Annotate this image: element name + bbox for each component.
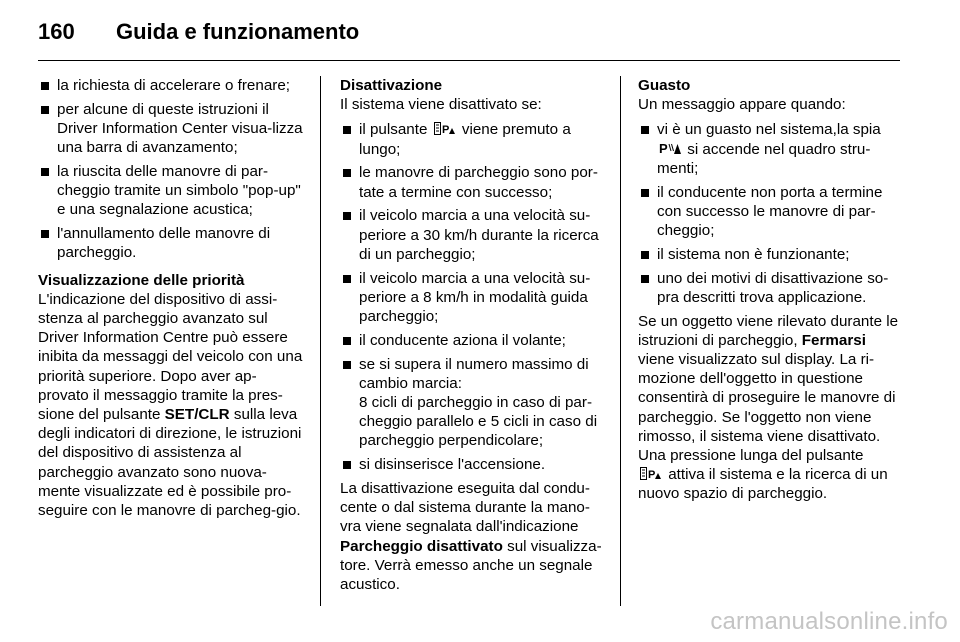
- list-item: uno dei motivi di disattivazione so-pra descritti trova applicazione.: [638, 269, 900, 307]
- display-message: Parcheggio disattivato: [340, 537, 503, 555]
- bullet-list: [340, 120, 606, 474]
- list-item: la richiesta di accelerare o frenare;: [38, 76, 306, 95]
- paragraph: La disattivazione eseguita dal condu-cente o dal sistema durante la mano-vra viene segnalata dall'indicazione Parcheggio disattivato sul visualizza-tore. Verrà emesso anche un segnale acustico.: [340, 480, 602, 594]
- list-item: vi è un guasto nel sistema,la spia P si accende nel quadro stru-menti;: [638, 120, 900, 178]
- list-item: si disinserisce l'accensione.: [340, 455, 606, 474]
- svg-text:P: P: [659, 140, 668, 155]
- button-name: SET/CLR: [164, 406, 230, 424]
- list-item: per alcune di queste istruzioni il Driver Information Center visua-lizza una barra di avanzamento;: [38, 100, 306, 158]
- list-item: il sistema non è funzionante;: [638, 245, 900, 264]
- column-divider: [620, 76, 621, 606]
- bullet-list: [38, 76, 306, 263]
- list-item: il pulsante P viene premuto a lungo;: [340, 120, 606, 158]
- column-1: [38, 76, 306, 520]
- list-item: l'annullamento delle manovre di parcheggio.: [38, 224, 306, 262]
- paragraph: Una pressione lunga del pulsante P attiva il sistema e la ricerca di un nuovo spazio di parcheggio.: [638, 447, 888, 503]
- list-item: il conducente non porta a termine con successo le manovre di par-cheggio;: [638, 183, 900, 241]
- list-item: la riuscita delle manovre di par-cheggio tramite un simbolo "pop-up" e una segnalazione acustica;: [38, 162, 306, 220]
- paragraph: Un messaggio appare quando:: [638, 96, 846, 114]
- list-item: le manovre di parcheggio sono por-tate a termine con successo;: [340, 163, 606, 201]
- section-heading: Disattivazione: [340, 77, 443, 94]
- paragraph: L'indicazione del dispositivo di assi-stenza al parcheggio avanzato sul Driver Information Centre può essere inibita da messaggi del veicolo con una priorità superiore. Dopo aver ap-provato il messaggio tramite la pres-sione del pulsante SET/CLR sulla leva degli indicatori di direzione, le istruzioni del dispositivo di assistenza al parcheggio avanzato sono nuova-mente visualizzate ed è possibile pro-seguire con le manovre di parcheg-gio.: [38, 290, 303, 520]
- parking-assist-warning-icon: [659, 141, 681, 155]
- column-3: [638, 76, 900, 504]
- column-2: [340, 76, 606, 594]
- display-message: Fermarsi: [801, 331, 866, 349]
- paragraph: Il sistema viene disattivato se:: [340, 96, 542, 114]
- parking-assist-button-icon: [640, 467, 662, 480]
- section-heading: Guasto: [638, 77, 691, 94]
- page-number: 160: [38, 19, 75, 44]
- paragraph: Se un oggetto viene rilevato durante le istruzioni di parcheggio, Fermarsi viene visualizzato sul display. La ri-mozione dell'oggetto in questione consentirà di proseguire le manovre di parcheggio. Se l'oggetto non viene rimosso, il sistema viene disattivato.: [638, 312, 899, 445]
- svg-text:P: P: [441, 124, 449, 136]
- list-item: il conducente aziona il volante;: [340, 331, 606, 350]
- header-rule: [38, 60, 900, 61]
- page-header: [38, 12, 359, 52]
- parking-assist-button-icon: [434, 122, 456, 135]
- watermark: carmanualsonline.info: [710, 608, 948, 635]
- page-title: Guida e funzionamento: [116, 19, 360, 44]
- list-item: il veicolo marcia a una velocità su-periore a 8 km/h in modalità guida parcheggio;: [340, 269, 606, 327]
- column-divider: [320, 76, 321, 606]
- list-item: il veicolo marcia a una velocità su-periore a 30 km/h durante la ricerca di un parcheggio;: [340, 206, 606, 264]
- svg-text:P: P: [648, 469, 656, 481]
- list-item: se si supera il numero massimo di cambio marcia: 8 cicli di parcheggio in caso di par-cheggio parallelo e 5 cicli in caso di parcheggio perpendicolare;: [340, 355, 606, 451]
- section-heading: Visualizzazione delle priorità: [38, 271, 245, 289]
- bullet-list: [638, 120, 900, 307]
